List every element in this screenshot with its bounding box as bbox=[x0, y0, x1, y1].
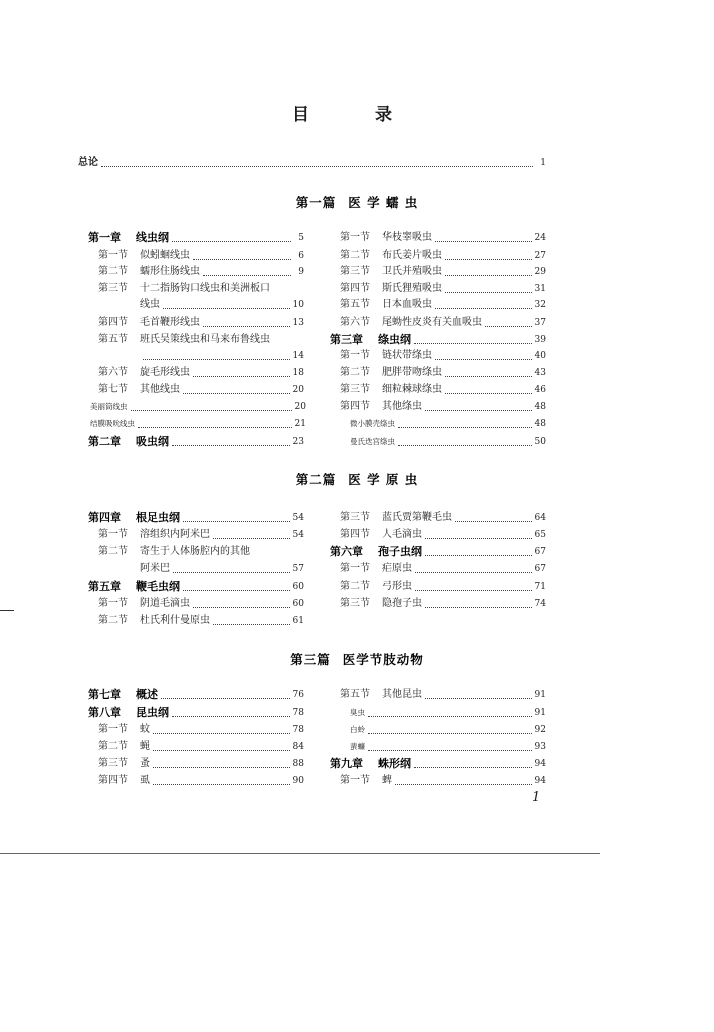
section-label: 第一节 bbox=[98, 529, 128, 540]
entry-title: 其他绦虫 bbox=[382, 401, 422, 412]
toc-entry-row[interactable] bbox=[98, 282, 304, 296]
leader-dots bbox=[415, 590, 532, 591]
entry-title: 虱 bbox=[140, 775, 150, 786]
section-label: 第二节 bbox=[340, 581, 370, 592]
leader-dots bbox=[445, 275, 532, 276]
toc-entry-row[interactable] bbox=[98, 597, 304, 611]
part-heading-1 bbox=[0, 193, 714, 211]
chapter-label: 第三章 bbox=[330, 333, 363, 346]
leader-dots bbox=[425, 410, 532, 411]
part-label: 第三篇 bbox=[290, 652, 331, 667]
chapter-label: 第九章 bbox=[330, 757, 363, 770]
toc-entry-row[interactable] bbox=[98, 366, 304, 380]
entry-title: 人毛滴虫 bbox=[382, 529, 422, 540]
leader-dots bbox=[183, 590, 290, 591]
toc-chapter-row[interactable] bbox=[88, 706, 304, 720]
toc-entry-row[interactable] bbox=[350, 417, 546, 431]
toc-entry-row[interactable] bbox=[340, 528, 546, 542]
leader-dots bbox=[435, 308, 532, 309]
entry-page: 39 bbox=[534, 335, 546, 345]
leader-dots bbox=[172, 716, 290, 717]
entry-page: 94 bbox=[534, 759, 546, 769]
entry-title: 美丽筒线虫 bbox=[90, 402, 128, 411]
entry-page: 60 bbox=[292, 582, 304, 592]
leader-dots bbox=[101, 166, 533, 167]
leader-dots bbox=[193, 259, 291, 260]
entry-title: 白蛉 bbox=[350, 725, 365, 734]
entry-title: 卫氏并殖吸虫 bbox=[382, 266, 442, 277]
entry-page: 20 bbox=[294, 402, 306, 412]
entry-page: 13 bbox=[292, 318, 304, 328]
section-label: 第六节 bbox=[340, 317, 370, 328]
leader-dots bbox=[163, 308, 290, 309]
toc-entry-row[interactable] bbox=[340, 688, 546, 702]
entry-page: 6 bbox=[298, 251, 304, 261]
toc-entry-row[interactable] bbox=[340, 400, 546, 414]
entry-page: 48 bbox=[534, 419, 546, 429]
toc-entry-row[interactable] bbox=[340, 562, 546, 576]
entry-page: 14 bbox=[292, 351, 304, 361]
part-name: 医 学 原 虫 bbox=[348, 472, 419, 487]
entry-page: 40 bbox=[534, 351, 546, 361]
leader-dots bbox=[425, 538, 532, 539]
section-label: 第一节 bbox=[340, 563, 370, 574]
leader-dots bbox=[131, 410, 292, 411]
leader-dots bbox=[425, 607, 532, 608]
toc-entry-row[interactable] bbox=[350, 706, 546, 720]
chapter-label: 第二章 bbox=[88, 435, 121, 448]
entry-title: 十二指肠钩口线虫和美洲板口 bbox=[140, 283, 270, 294]
entry-page: 21 bbox=[294, 419, 306, 429]
part-label: 第一篇 bbox=[295, 195, 337, 210]
entry-page: 88 bbox=[292, 759, 304, 769]
leader-dots bbox=[138, 427, 292, 428]
entry-page: 91 bbox=[534, 708, 546, 718]
entry-title: 蜚蠊 bbox=[350, 742, 365, 751]
leader-dots bbox=[193, 376, 290, 377]
leader-dots bbox=[425, 698, 532, 699]
entry-title: 阴道毛滴虫 bbox=[140, 598, 190, 609]
chapter-label: 第一章 bbox=[88, 231, 121, 244]
part-name: 医 学 蠕 虫 bbox=[348, 195, 419, 210]
section-label: 第五节 bbox=[340, 689, 370, 700]
toc-entry-row[interactable] bbox=[340, 597, 546, 611]
section-label: 第四节 bbox=[340, 401, 370, 412]
entry-title: 微小膜壳绦虫 bbox=[350, 419, 395, 428]
entry-title: 昆虫纲 bbox=[136, 706, 169, 719]
entry-title: 链状带绦虫 bbox=[382, 350, 432, 361]
toc-chapter-row[interactable] bbox=[88, 688, 304, 702]
leader-dots bbox=[395, 784, 532, 785]
toc-entry-row[interactable] bbox=[340, 383, 546, 397]
entry-title: 鞭毛虫纲 bbox=[136, 580, 180, 593]
section-label: 第四节 bbox=[340, 529, 370, 540]
toc-entry-row[interactable] bbox=[98, 265, 304, 279]
toc-entry-row[interactable] bbox=[350, 723, 546, 737]
toc-entry-row[interactable] bbox=[340, 249, 546, 263]
leader-dots bbox=[173, 572, 290, 573]
toc-entry-row[interactable] bbox=[340, 366, 546, 380]
part-name: 医学节肢动物 bbox=[342, 652, 424, 667]
entry-title: 根足虫纲 bbox=[136, 511, 180, 524]
entry-page: 65 bbox=[534, 530, 546, 540]
entry-page: 57 bbox=[292, 564, 304, 574]
entry-page: 84 bbox=[292, 742, 304, 752]
entry-page: 27 bbox=[534, 251, 546, 261]
entry-title: 臭虫 bbox=[350, 708, 365, 717]
toc-entry-row[interactable] bbox=[98, 249, 304, 263]
toc-chapter-row[interactable] bbox=[88, 435, 304, 449]
entry-page: 37 bbox=[534, 318, 546, 328]
entry-title: 布氏姜片吸虫 bbox=[382, 250, 442, 261]
entry-page: 24 bbox=[534, 233, 546, 243]
entry-title: 班氏吴策线虫和马来布鲁线虫 bbox=[140, 334, 270, 345]
leader-dots bbox=[213, 624, 290, 625]
entry-page: 60 bbox=[292, 599, 304, 609]
entry-title: 其他昆虫 bbox=[382, 689, 422, 700]
leader-dots bbox=[183, 393, 290, 394]
toc-entry-row[interactable] bbox=[90, 417, 306, 431]
leader-dots bbox=[485, 326, 532, 327]
entry-title: 弓形虫 bbox=[382, 581, 412, 592]
section-label: 第一节 bbox=[98, 598, 128, 609]
overview-page: 1 bbox=[540, 158, 546, 168]
entry-title: 细粒棘球绦虫 bbox=[382, 384, 442, 395]
entry-title: 孢子虫纲 bbox=[378, 545, 422, 558]
entry-page: 94 bbox=[534, 776, 546, 786]
toc-entry-row[interactable] bbox=[98, 383, 304, 397]
toc-entry-row[interactable] bbox=[98, 757, 304, 771]
section-label: 第一节 bbox=[340, 775, 370, 786]
entry-title: 其他线虫 bbox=[140, 384, 180, 395]
toc-entry-row[interactable] bbox=[98, 723, 304, 737]
leader-dots bbox=[398, 427, 532, 428]
entry-title: 蜱 bbox=[382, 775, 392, 786]
entry-title: 似蚓蛔线虫 bbox=[140, 250, 190, 261]
page-number: 1 bbox=[532, 790, 541, 805]
section-label: 第四节 bbox=[98, 775, 128, 786]
entry-page: 9 bbox=[298, 267, 304, 277]
entry-title: 斯氏狸殖吸虫 bbox=[382, 283, 442, 294]
toc-entry-row[interactable] bbox=[340, 580, 546, 594]
entry-title: 溶组织内阿米巴 bbox=[140, 529, 210, 540]
leader-dots bbox=[172, 241, 291, 242]
entry-title: 蚤 bbox=[140, 758, 150, 769]
entry-title: 疟原虫 bbox=[382, 563, 412, 574]
scan-edge-line bbox=[0, 853, 600, 854]
leader-dots bbox=[213, 538, 290, 539]
leader-dots bbox=[445, 376, 532, 377]
entry-page: 23 bbox=[292, 437, 304, 447]
entry-title: 肥胖带吻绦虫 bbox=[382, 367, 442, 378]
toc-entry-row[interactable] bbox=[350, 435, 546, 449]
leader-dots bbox=[415, 572, 532, 573]
toc-entry-row[interactable] bbox=[98, 614, 304, 628]
entry-page: 71 bbox=[534, 582, 546, 592]
section-label: 第二节 bbox=[340, 367, 370, 378]
entry-page: 31 bbox=[534, 284, 546, 294]
toc-entry-row[interactable] bbox=[90, 400, 306, 414]
entry-page: 67 bbox=[534, 564, 546, 574]
entry-title: 阿米巴 bbox=[140, 563, 170, 574]
toc-entry-row[interactable] bbox=[98, 740, 304, 754]
part-heading-3 bbox=[0, 650, 714, 668]
section-label: 第四节 bbox=[340, 283, 370, 294]
entry-page: 18 bbox=[292, 368, 304, 378]
entry-page: 54 bbox=[292, 530, 304, 540]
section-label: 第二节 bbox=[340, 250, 370, 261]
leader-dots bbox=[153, 767, 290, 768]
toc-chapter-row[interactable] bbox=[330, 757, 546, 771]
entry-title: 蝇 bbox=[140, 741, 150, 752]
chapter-label: 第七章 bbox=[88, 688, 121, 701]
section-label: 第五节 bbox=[340, 299, 370, 310]
toc-chapter-row[interactable] bbox=[88, 231, 304, 245]
leader-dots bbox=[172, 445, 290, 446]
toc-entry-row[interactable] bbox=[340, 298, 546, 312]
section-label: 第二节 bbox=[98, 615, 128, 626]
entry-page: 29 bbox=[534, 267, 546, 277]
leader-dots bbox=[183, 521, 290, 522]
entry-title: 线虫 bbox=[140, 299, 160, 310]
section-label: 第三节 bbox=[98, 758, 128, 769]
scan-mark bbox=[0, 610, 14, 611]
toc-entry-row[interactable] bbox=[340, 282, 546, 296]
section-label: 第三节 bbox=[340, 266, 370, 277]
toc-chapter-row[interactable] bbox=[88, 511, 304, 525]
leader-dots bbox=[455, 521, 532, 522]
entry-title: 蛛形纲 bbox=[378, 757, 411, 770]
entry-page: 67 bbox=[534, 547, 546, 557]
entry-title: 寄生于人体肠腔内的其他 bbox=[140, 546, 250, 557]
overview-label: 总论 bbox=[78, 157, 98, 168]
entry-title: 隐孢子虫 bbox=[382, 598, 422, 609]
entry-page: 50 bbox=[534, 437, 546, 447]
section-label: 第三节 bbox=[340, 512, 370, 523]
entry-title: 蚊 bbox=[140, 724, 150, 735]
leader-dots bbox=[445, 393, 532, 394]
toc-entry-row[interactable] bbox=[140, 298, 304, 312]
leader-dots bbox=[414, 343, 532, 344]
toc-entry-row[interactable] bbox=[340, 511, 546, 525]
section-label: 第七节 bbox=[98, 384, 128, 395]
leader-dots bbox=[153, 733, 290, 734]
entry-page: 61 bbox=[292, 616, 304, 626]
part-label: 第二篇 bbox=[295, 472, 337, 487]
entry-title: 杜氏利什曼原虫 bbox=[140, 615, 210, 626]
toc-overview-row[interactable] bbox=[78, 156, 546, 170]
entry-page: 90 bbox=[292, 776, 304, 786]
entry-page: 54 bbox=[292, 513, 304, 523]
leader-dots bbox=[414, 767, 532, 768]
leader-dots bbox=[153, 750, 290, 751]
toc-chapter-row[interactable] bbox=[88, 580, 304, 594]
leader-dots bbox=[445, 259, 532, 260]
entry-page: 91 bbox=[534, 690, 546, 700]
leader-dots bbox=[398, 445, 532, 446]
section-label: 第一节 bbox=[340, 350, 370, 361]
entry-title: 日本血吸虫 bbox=[382, 299, 432, 310]
entry-page: 78 bbox=[292, 708, 304, 718]
entry-page: 74 bbox=[534, 599, 546, 609]
section-label: 第一节 bbox=[340, 232, 370, 243]
entry-page: 20 bbox=[292, 385, 304, 395]
toc-entry-row[interactable] bbox=[98, 774, 304, 788]
leader-dots bbox=[143, 359, 290, 360]
entry-title: 蠕形住肠线虫 bbox=[140, 266, 200, 277]
toc-entry-row[interactable] bbox=[98, 545, 304, 559]
leader-dots bbox=[368, 733, 532, 734]
toc-chapter-row[interactable] bbox=[330, 333, 546, 347]
entry-page: 10 bbox=[292, 300, 304, 310]
section-label: 第二节 bbox=[98, 266, 128, 277]
leader-dots bbox=[368, 716, 532, 717]
chapter-label: 第六章 bbox=[330, 545, 363, 558]
leader-dots bbox=[435, 359, 532, 360]
part-heading-2 bbox=[0, 470, 714, 488]
toc-entry-row[interactable] bbox=[350, 740, 546, 754]
section-label: 第三节 bbox=[98, 283, 128, 294]
entry-page: 64 bbox=[534, 513, 546, 523]
entry-page: 32 bbox=[534, 300, 546, 310]
leader-dots bbox=[193, 607, 290, 608]
toc-entry-row[interactable] bbox=[140, 349, 304, 363]
leader-dots bbox=[153, 784, 290, 785]
leader-dots bbox=[435, 241, 532, 242]
leader-dots bbox=[425, 555, 532, 556]
section-label: 第二节 bbox=[98, 741, 128, 752]
leader-dots bbox=[203, 275, 291, 276]
chapter-label: 第五章 bbox=[88, 580, 121, 593]
leader-dots bbox=[161, 698, 290, 699]
toc-entry-row[interactable] bbox=[340, 316, 546, 330]
entry-page: 78 bbox=[292, 725, 304, 735]
entry-title: 尾蚴性皮炎有关血吸虫 bbox=[382, 317, 482, 328]
toc-entry-row[interactable] bbox=[340, 231, 546, 245]
entry-title: 结膜吸吮线虫 bbox=[90, 419, 135, 428]
entry-title: 旋毛形线虫 bbox=[140, 367, 190, 378]
leader-dots bbox=[203, 326, 290, 327]
entry-title: 概述 bbox=[136, 688, 158, 701]
entry-page: 76 bbox=[292, 690, 304, 700]
toc-entry-row[interactable] bbox=[340, 265, 546, 279]
entry-page: 92 bbox=[534, 725, 546, 735]
chapter-label: 第八章 bbox=[88, 706, 121, 719]
section-label: 第三节 bbox=[340, 384, 370, 395]
entry-page: 48 bbox=[534, 402, 546, 412]
toc-entry-row[interactable] bbox=[140, 562, 304, 576]
entry-title: 华枝睾吸虫 bbox=[382, 232, 432, 243]
entry-title: 线虫纲 bbox=[136, 231, 169, 244]
toc-entry-row[interactable] bbox=[340, 774, 546, 788]
section-label: 第三节 bbox=[340, 598, 370, 609]
entry-page: 43 bbox=[534, 368, 546, 378]
entry-title: 蓝氏贾第鞭毛虫 bbox=[382, 512, 452, 523]
toc-title: 目 录 bbox=[292, 105, 422, 125]
entry-title: 毛首鞭形线虫 bbox=[140, 317, 200, 328]
toc-entry-row[interactable] bbox=[98, 528, 304, 542]
entry-page: 93 bbox=[534, 742, 546, 752]
entry-title: 吸虫纲 bbox=[136, 435, 169, 448]
toc-entry-row[interactable] bbox=[98, 316, 304, 330]
entry-page: 5 bbox=[298, 233, 304, 243]
entry-title: 曼氏迭宫绦虫 bbox=[350, 437, 395, 446]
entry-page: 46 bbox=[534, 385, 546, 395]
toc-chapter-row[interactable] bbox=[330, 545, 546, 559]
section-label: 第二节 bbox=[98, 546, 128, 557]
section-label: 第五节 bbox=[98, 334, 128, 345]
leader-dots bbox=[368, 750, 532, 751]
entry-title: 绦虫纲 bbox=[378, 333, 411, 346]
toc-entry-row[interactable] bbox=[340, 349, 546, 363]
section-label: 第四节 bbox=[98, 317, 128, 328]
section-label: 第一节 bbox=[98, 250, 128, 261]
section-label: 第一节 bbox=[98, 724, 128, 735]
toc-entry-row[interactable] bbox=[98, 333, 304, 347]
section-label: 第六节 bbox=[98, 367, 128, 378]
leader-dots bbox=[445, 292, 532, 293]
chapter-label: 第四章 bbox=[88, 511, 121, 524]
